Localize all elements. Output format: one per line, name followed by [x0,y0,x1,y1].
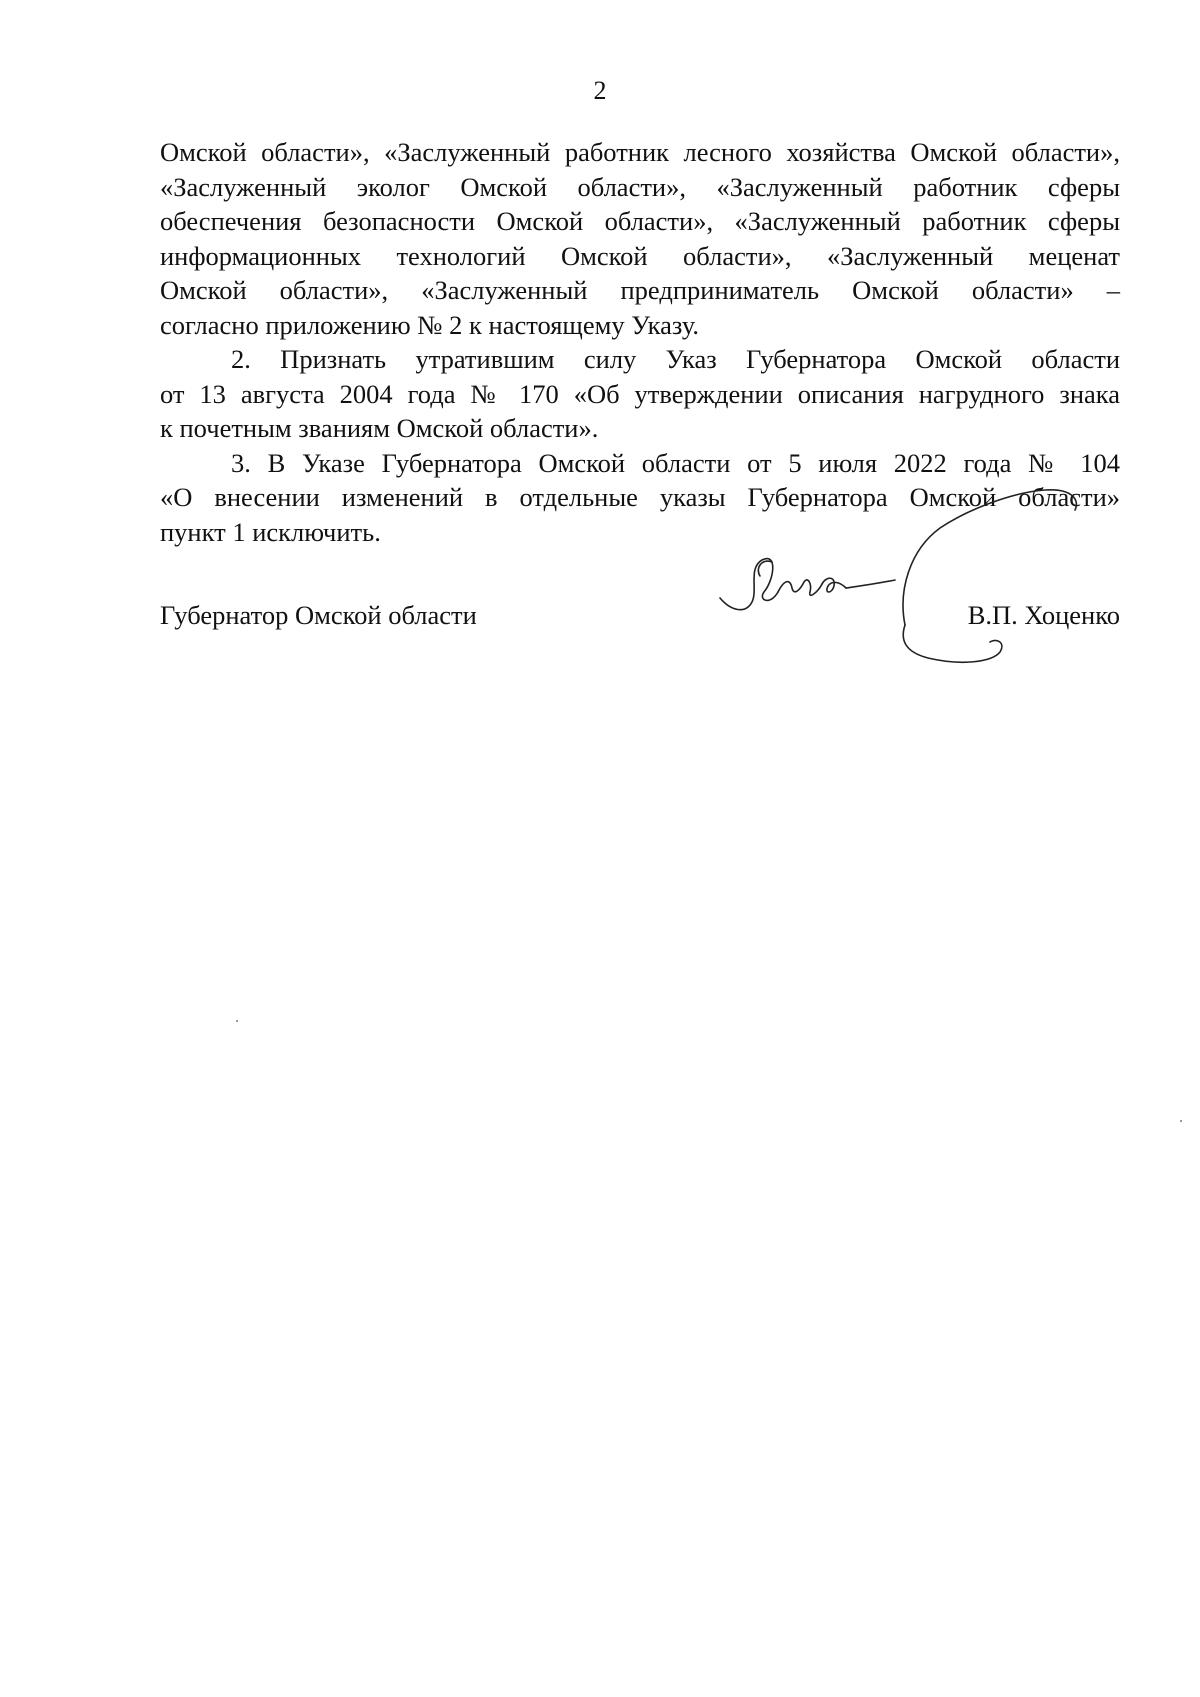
paragraph-3-line: «О внесении изменений в отдельные указы Губернатора Омской области» [160,482,1120,512]
body-line: информационных технологий Омской области», «Заслуженный меценат [160,240,1120,271]
paragraph-2-line: от 13 августа 2004 года № 170 «Об утверждении описания нагрудного знака [160,378,1120,409]
body-line: Омской области», «Заслуженный работник лесного хозяйства Омской области», [160,137,1120,167]
body-line: обеспечения безопасности Омской области», «Заслуженный работник сферы [160,206,1120,236]
paragraph-3-line: пункт 1 исключить. [160,516,381,547]
scan-speck [1180,1120,1182,1122]
paragraph-3-line: 3. В Указе Губернатора Омской области от 5 июля 2022 года № 104 [231,447,1120,478]
paragraph-2-line: 2. Признать утратившим силу Указ Губернатора Омской области [231,344,1120,374]
page-number: 2 [593,76,607,105]
signatory-name: В.П. Хоценко [967,600,1120,630]
handwritten-signature [700,480,1120,670]
paragraph-2-line: к почетным званиям Омской области». [160,413,599,443]
body-line: «Заслуженный эколог Омской области», «Заслуженный работник сферы [160,171,1120,202]
scan-speck [236,1020,238,1022]
body-line: Омской области», «Заслуженный предприниматель Омской области» – [160,275,1120,305]
body-line: согласно приложению № 2 к настоящему Указу. [160,309,700,340]
signatory-position: Губернатор Омской области [160,600,477,630]
